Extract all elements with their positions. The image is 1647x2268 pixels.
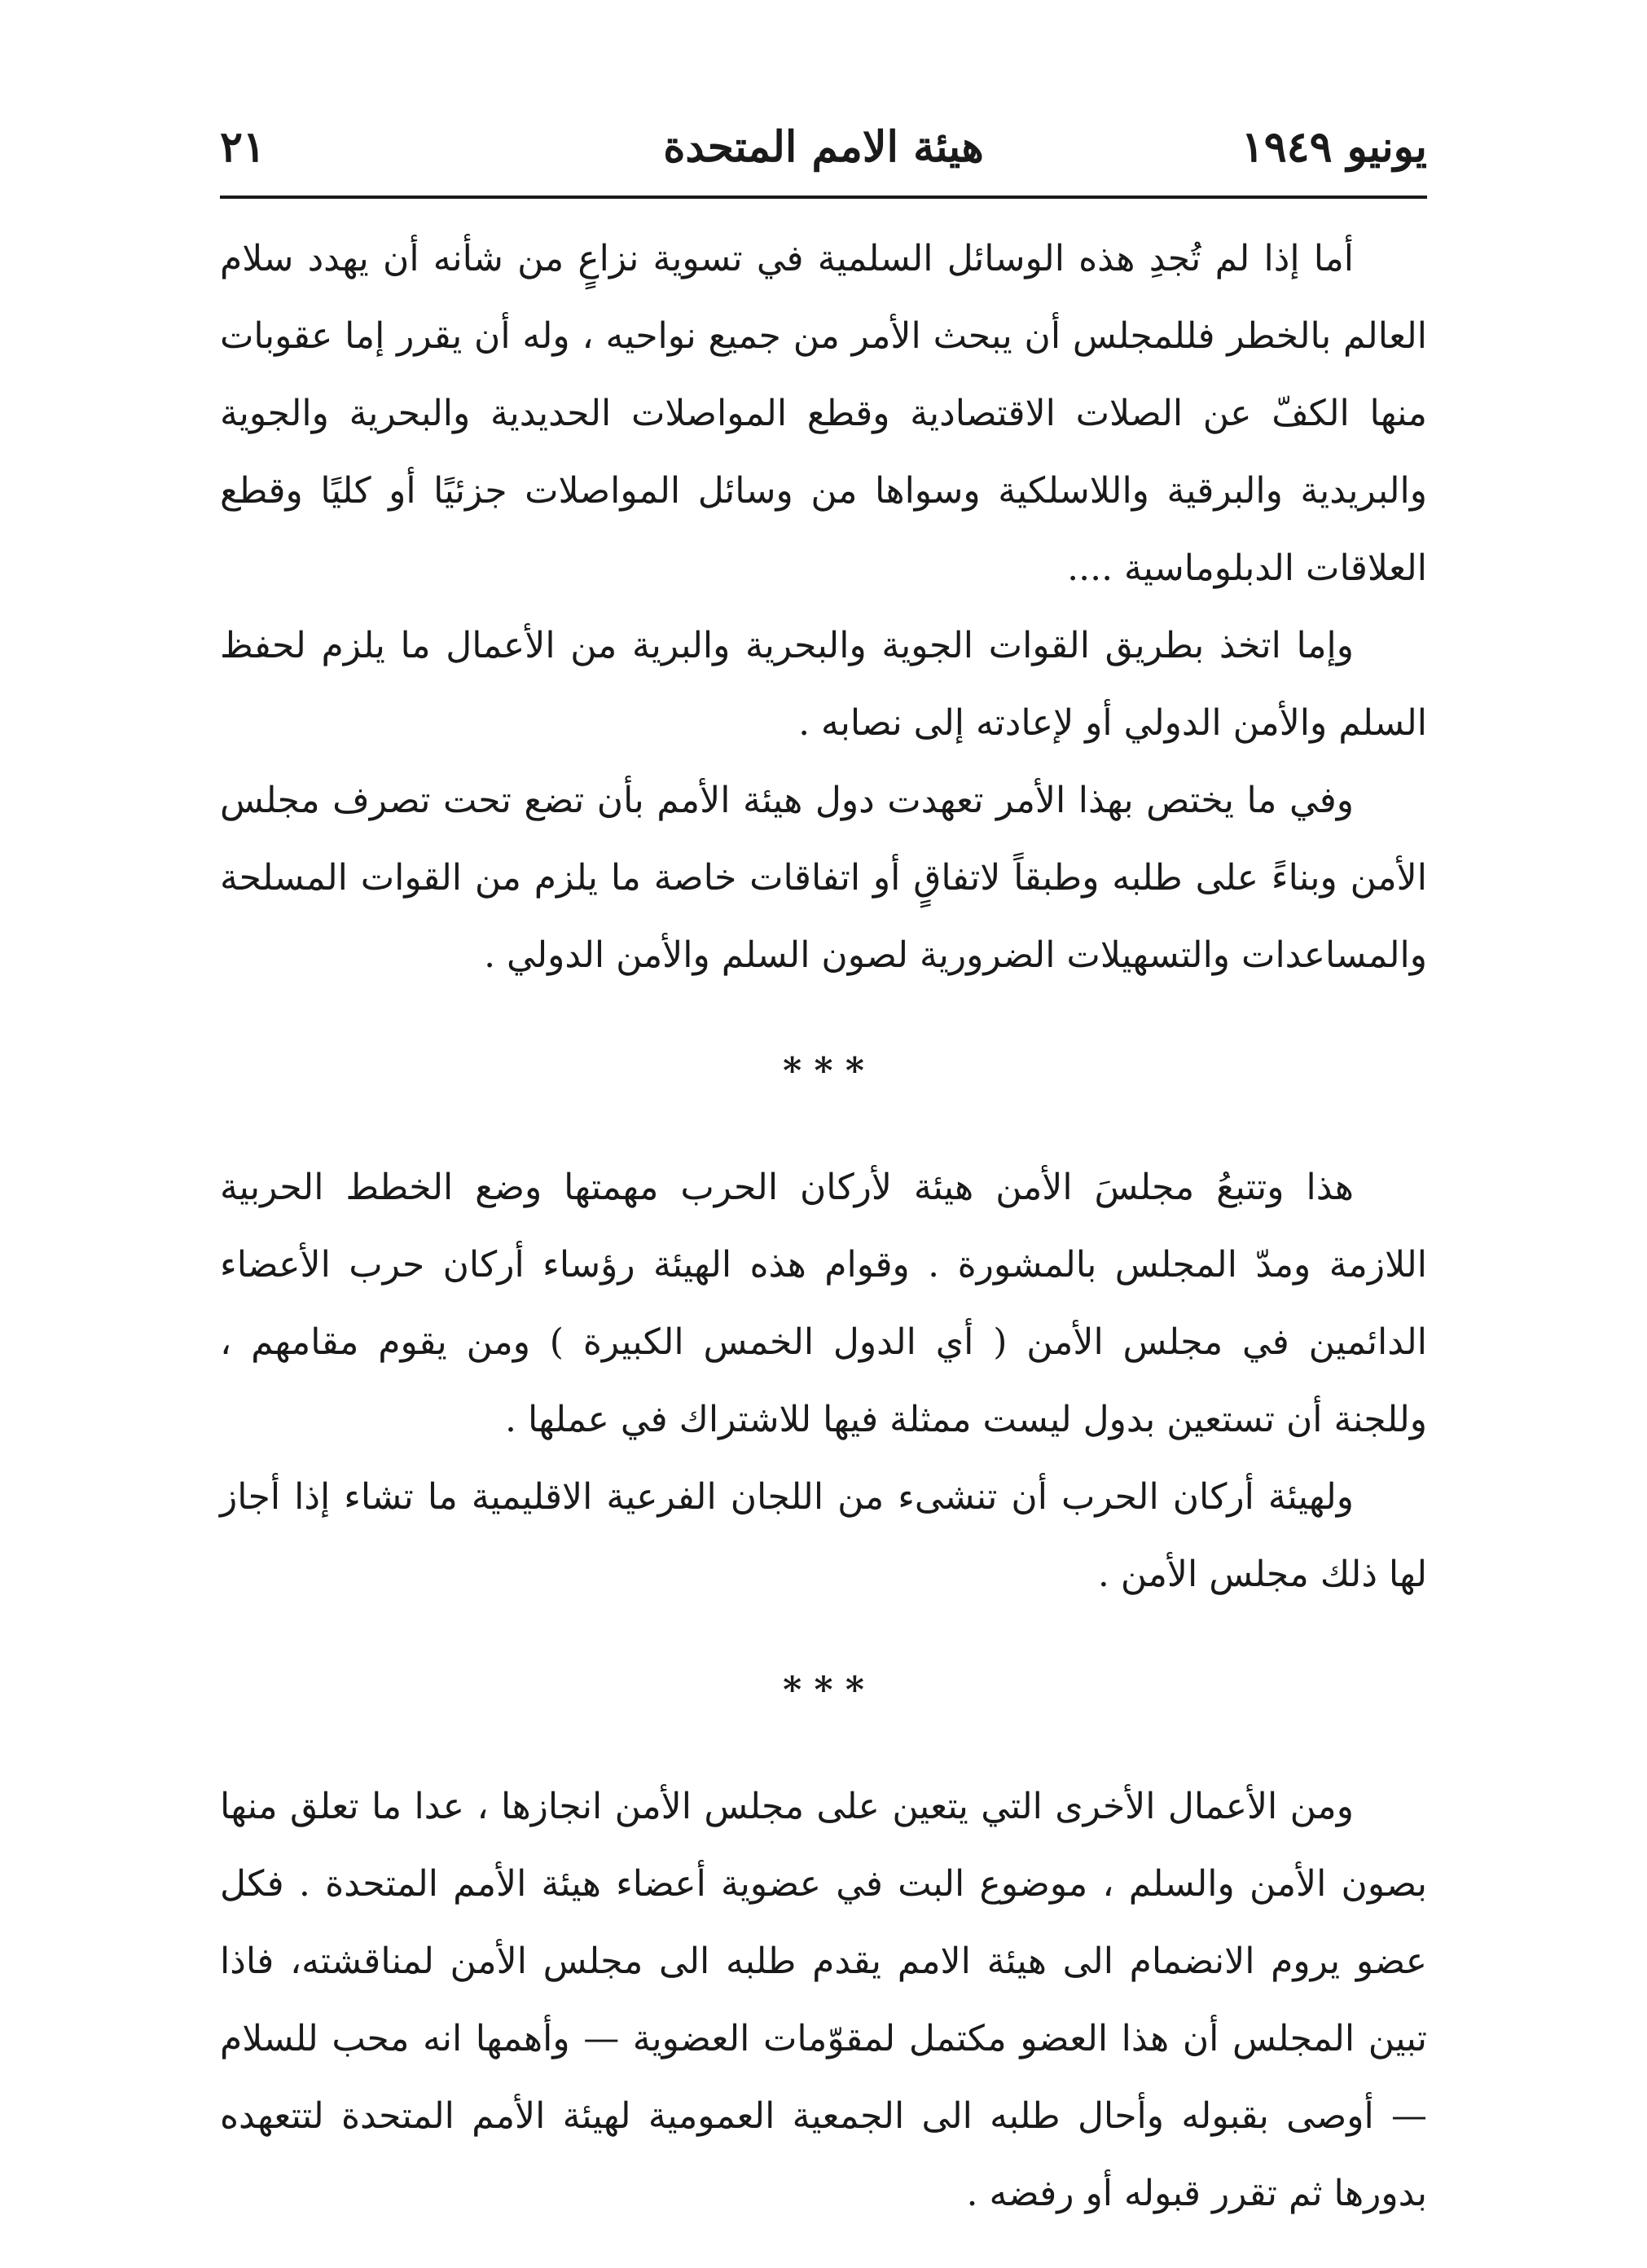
section-separator: * * * — [783, 1669, 864, 1711]
page-header — [220, 106, 1427, 187]
paragraph-military-staff: هذا وتتبعُ مجلسَ الأمن هيئة لأركان الحرب مهمتها وضع الخطط الحربية اللازمة ومدّ المجلس بالمشورة . وقوام هذه الهيئة رؤساء أركان حرب الأعضاء الدائمين في مجلس الأمن ( أي الدول الخمس الكبيرة ) ومن يقوم مقامهم ، وللجنة أن تستعين بدول ليست ممثلة فيها للاشتراك في عملها . — [220, 1167, 1427, 1440]
paragraph-military-action: وإما اتخذ بطريق القوات الجوية والبحرية والبرية من الأعمال ما يلزم لحفظ السلم والأمن الدولي أو لإعادته إلى نصابه . — [220, 625, 1427, 744]
header-title: هيئة الامم المتحدة — [663, 121, 984, 172]
paragraph-sanctions: أما إذا لم تُجدِ هذه الوسائل السلمية في تسوية نزاعٍ من شأنه أن يهدد سلام العالم بالخطر فللمجلس أن يبحث الأمر من جميع نواحيه ، وله أن يقرر إما عقوبات منها الكفّ عن الصلات الاقتصادية وقطع المواصلات الحديدية والبحرية والجوية والبريدية والبرقية واللاسلكية وسواها من وسائل المواصلات جزئيًا أو كليًا وقطع العلاقات الدبلوماسية .... — [220, 238, 1427, 589]
paragraph-member-obligations: وفي ما يختص بهذا الأمر تعهدت دول هيئة الأمم بأن تضع تحت تصرف مجلس الأمن وبناءً على طلبه وطبقاً لاتفاقٍ أو اتفاقات خاصة ما يلزم من القوات المسلحة والمساعدات والتسهيلات الضرورية لصون السلم والأمن الدولي . — [220, 780, 1427, 976]
header-date: يونيو ١٩٤٩ — [1241, 121, 1427, 172]
paragraph-membership: ومن الأعمال الأخرى التي يتعين على مجلس الأمن انجازها ، عدا ما تعلق منها بصون الأمن والسلم ، موضوع البت في عضوية أعضاء هيئة الأمم المتحدة . فكل عضو يروم الانضمام الى هيئة الامم يقدم طلبه الى مجلس الأمن لمناقشته، فاذا تبين المجلس أن هذا العضو مكتمل لمقوّمات العضوية — وأهمها انه محب للسلام — أوصى بقبوله وأحال طلبه الى الجمعية العمومية لهيئة الأمم المتحدة لتتعهده بدورها ثم تقرر قبوله أو رفضه . — [220, 1786, 1427, 2214]
page-body — [220, 220, 1427, 2232]
header-rule — [220, 196, 1427, 199]
section-separator: * * * — [783, 1050, 864, 1092]
paragraph-subcommittees: ولهيئة أركان الحرب أن تنشىء من اللجان الفرعية الاقليمية ما تشاء إذا أجاز لها ذلك مجلس الأمن . — [220, 1476, 1427, 1595]
page-number: ٢١ — [220, 121, 266, 172]
